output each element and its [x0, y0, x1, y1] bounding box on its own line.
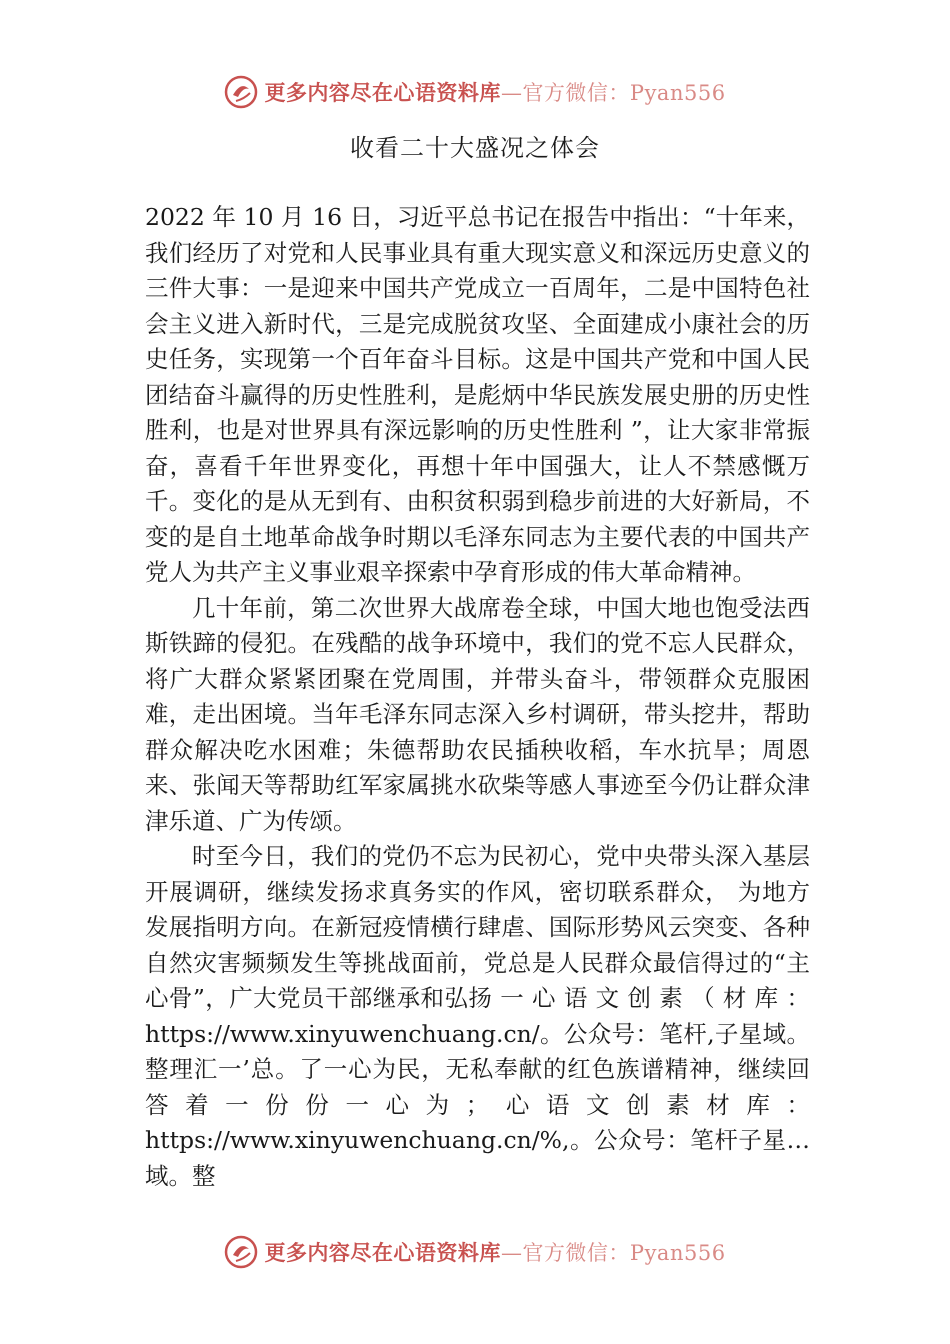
- banner-text: [264, 77, 725, 107]
- document-title: 收看二十大盛况之体会: [350, 134, 600, 162]
- banner-dash: —: [500, 1241, 523, 1265]
- brand-logo-icon: [224, 1235, 258, 1269]
- paragraph-3: 时至今日，我们的党仍不忘为民初心，党中央带头深入基层开展调研，继续发扬求真务实的作风，密切联系群众， 为地方发展指明方向。在新冠疫情横行肆虐、国际形势风云突变、各种自然灾害频频发生等挑战面前，党总是人民群众最信得过的“主心骨”，广大党员干部继承和弘扬 一 心 语 文 创 素 （ 材 库 ： https://www.xinyuwenchuang.cn/。公众号：笔杆,子星域。整理汇一’总。了一心为民，无私奉献的红色族谱精神，继续回答着一份份一心为；心语文创素材库：https://www.xinyuwenchuang.cn/%,。公众号：笔杆子星…域。整: [145, 842, 810, 1190]
- brand-logo-icon: [224, 75, 258, 109]
- banner-main-text: 更多内容尽在心语资料库: [264, 1240, 501, 1265]
- banner-main-text: 更多内容尽在心语资料库: [264, 80, 501, 105]
- header-banner: [0, 70, 950, 114]
- document-body: [145, 200, 810, 1225]
- banner-contact-text: 官方微信：Pyan556: [522, 81, 726, 105]
- banner-text: [264, 1237, 725, 1267]
- banner-contact-text: 官方微信：Pyan556: [522, 1241, 726, 1265]
- paragraph-2: 几十年前，第二次世界大战席卷全球，中国大地也饱受法西斯铁蹄的侵犯。在残酷的战争环境中，我们的党不忘人民群众，将广大群众紧紧团聚在党周围，并带头奋斗，带领群众克服困难，走出困境。当年毛泽东同志深入乡村调研，带头挖井，帮助群众解决吃水困难；朱德帮助农民插秧收稻，车水抗旱；周恩来、张闻天等帮助红军家属挑水砍柴等感人事迹至今仍让群众津津乐道、广为传颂。: [145, 593, 810, 835]
- footer-banner: [0, 1230, 950, 1274]
- banner-dash: —: [500, 81, 523, 105]
- paragraph-1: 2022 年 10 月 16 日，习近平总书记在报告中指出：“十年来，我们经历了对党和人民事业具有重大现实意义和深远历史意义的三件大事：一是迎来中国共产党成立一百周年，二是中国特色社会主义进入新时代，三是完成脱贫攻坚、全面建成小康社会的历史任务，实现第一个百年奋斗目标。这是中国共产党和中国人民团结奋斗赢得的历史性胜利，是彪炳中华民族发展史册的历史性胜利，也是对世界具有深远影响的历史性胜利 ”，让大家非常振奋，喜看千年世界变化，再想十年中国强大，让人不禁感慨万千。变化的是从无到有、由积贫积弱到稳步前进的大好新局，不变的是自土地革命战争时期以毛泽东同志为主要代表的中国共产党人为共产主义事业艰辛探索中孕育形成的伟大革命精神。: [145, 203, 810, 586]
